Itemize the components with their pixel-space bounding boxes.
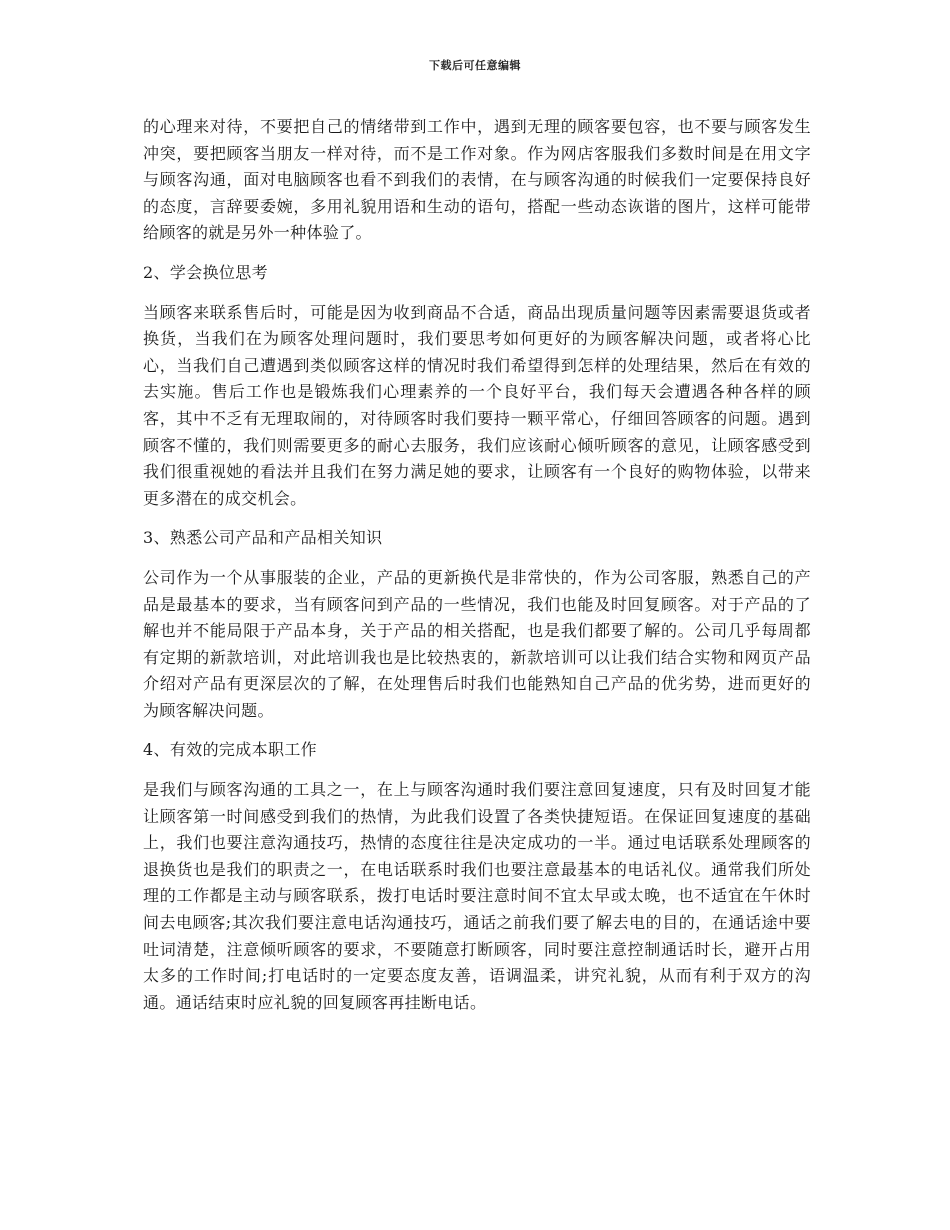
section-heading-4: 4、有效的完成本职工作 bbox=[143, 740, 318, 760]
page-header: 下载后可任意编辑 bbox=[429, 59, 521, 72]
paragraph-section-4: 是我们与顾客沟通的工具之一，在上与顾客沟通时我们要注意回复速度，只有及时回复才能让顾客第一时间感受到我们的热情，为此我们设置了各类快捷短语。在保证回复速度的基础上，我们也要注意沟通技巧，热情的态度往往是决定成功的一半。通过电话联系处理顾客的退换货也是我们的职责之一，在电话联系时我们也要注意最基本的电话礼仪。通常我们所处理的工作都是主动与顾客联系，拨打电话时要注意时间不宜太早或太晚，也不适宜在午休时间去电顾客;其次我们要注意电话沟通技巧，通话之前我们要了解去电的目的，在通话途中要吐词清楚，注意倾听顾客的要求，不要随意打断顾客，同时要注意控制通话时长，避开占用太多的工作时间;打电话时的一定要态度友善，语调温柔，讲究礼貌，从而有利于双方的沟通。通话结束时应礼貌的回复顾客再挂断电话。 bbox=[143, 780, 811, 1012]
document-body bbox=[143, 114, 811, 1016]
section-heading-2: 2、学会换位思考 bbox=[143, 262, 268, 282]
section-heading-3: 3、熟悉公司产品和产品相关知识 bbox=[143, 528, 383, 548]
paragraph-section-2: 当顾客来联系售后时，可能是因为收到商品不合适，商品出现质量问题等因素需要退货或者换货，当我们在为顾客处理问题时，我们要思考如何更好的为顾客解决问题，或者将心比心，当我们自己遭遇到类似顾客这样的情况时我们希望得到怎样的处理结果，然后在有效的去实施。售后工作也是锻炼我们心理素养的一个良好平台，我们每天会遭遇各种各样的顾客，其中不乏有无理取闹的，对待顾客时我们要持一颗平常心，仔细回答顾客的问题。遇到顾客不懂的，我们则需要更多的耐心去服务，我们应该耐心倾听顾客的意见，让顾客感受到我们很重视她的看法并且我们在努力满足她的要求，让顾客有一个良好的购物体验，以带来更多潜在的成交机会。 bbox=[143, 302, 811, 508]
paragraph-section-3: 公司作为一个从事服装的企业，产品的更新换代是非常快的，作为公司客服，熟悉自己的产品是最基本的要求，当有顾客问到产品的一些情况，我们也能及时回复顾客。对于产品的了解也并不能局限于产品本身，关于产品的相关搭配，也是我们都要了解的。公司几乎每周都有定期的新款培训，对此培训我也是比较热衷的，新款培训可以让我们结合实物和网页产品介绍对产品有更深层次的了解，在处理售后时我们也能熟知自己产品的优劣势，进而更好的为顾客解决问题。 bbox=[143, 567, 811, 720]
paragraph-intro: 的心理来对待，不要把自己的情绪带到工作中，遇到无理的顾客要包容，也不要与顾客发生冲突，要把顾客当朋友一样对待，而不是工作对象。作为网店客服我们多数时间是在用文字与顾客沟通，面对电脑顾客也看不到我们的表情，在与顾客沟通的时候我们一定要保持良好的态度，言辞要委婉，多用礼貌用语和生动的语句，搭配一些动态诙谐的图片，这样可能带给顾客的就是另外一种体验了。 bbox=[143, 117, 811, 243]
